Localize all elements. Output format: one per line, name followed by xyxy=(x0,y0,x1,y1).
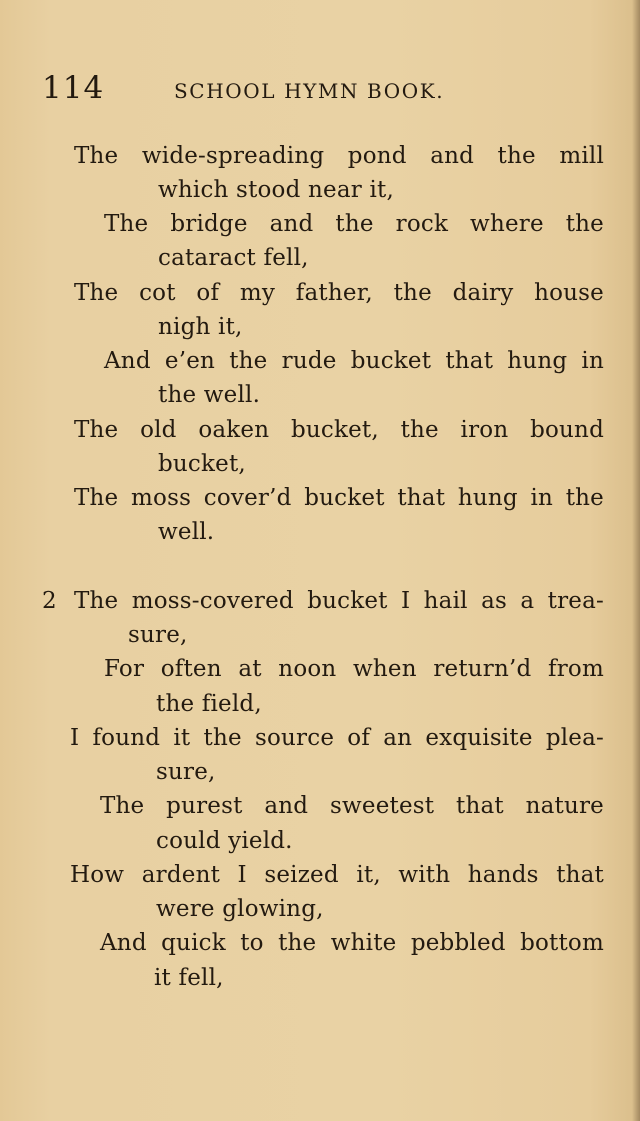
running-title: SCHOOL HYMN BOOK. xyxy=(174,79,445,103)
verse-line: The wide-spreading pond and the mill xyxy=(74,143,604,169)
verse-line: the well. xyxy=(158,382,261,408)
verse-line: The purest and sweetest that nature xyxy=(100,793,604,819)
verse-line: bucket, xyxy=(158,451,246,477)
verse-line: The moss cover’d bucket that hung in the xyxy=(74,485,604,511)
verse-line: And quick to the white pebbled bottom xyxy=(100,930,604,956)
verse-line: well. xyxy=(158,519,215,545)
verse-line: the field, xyxy=(156,691,262,717)
stanza-number: 2 xyxy=(42,588,57,614)
verse-line: The moss-covered bucket I hail as a trea- xyxy=(74,588,604,614)
verse-line: The cot of my father, the dairy house xyxy=(74,280,604,306)
verse-line: For often at noon when return’d from xyxy=(104,656,604,682)
verse-line: sure, xyxy=(128,622,188,648)
verse-line: cataract fell, xyxy=(158,245,309,271)
verse-line: could yield. xyxy=(156,828,293,854)
page-header xyxy=(42,68,602,112)
verse-line: The bridge and the rock where the xyxy=(104,211,604,237)
verse-line: How ardent I seized it, with hands that xyxy=(70,862,604,888)
verse-line: The old oaken bucket, the iron bound xyxy=(74,417,604,443)
verse-line: it fell, xyxy=(154,965,224,991)
page-number: 114 xyxy=(42,70,105,106)
verse-line: And e’en the rude bucket that hung in xyxy=(104,348,604,374)
verse-line: I found it the source of an exquisite plea- xyxy=(70,725,604,751)
page-edge-shadow xyxy=(632,0,640,1121)
verse-line: which stood near it, xyxy=(158,177,394,203)
verse-line: sure, xyxy=(156,759,216,785)
verse-line: were glowing, xyxy=(156,896,324,922)
verse-line: nigh it, xyxy=(158,314,243,340)
